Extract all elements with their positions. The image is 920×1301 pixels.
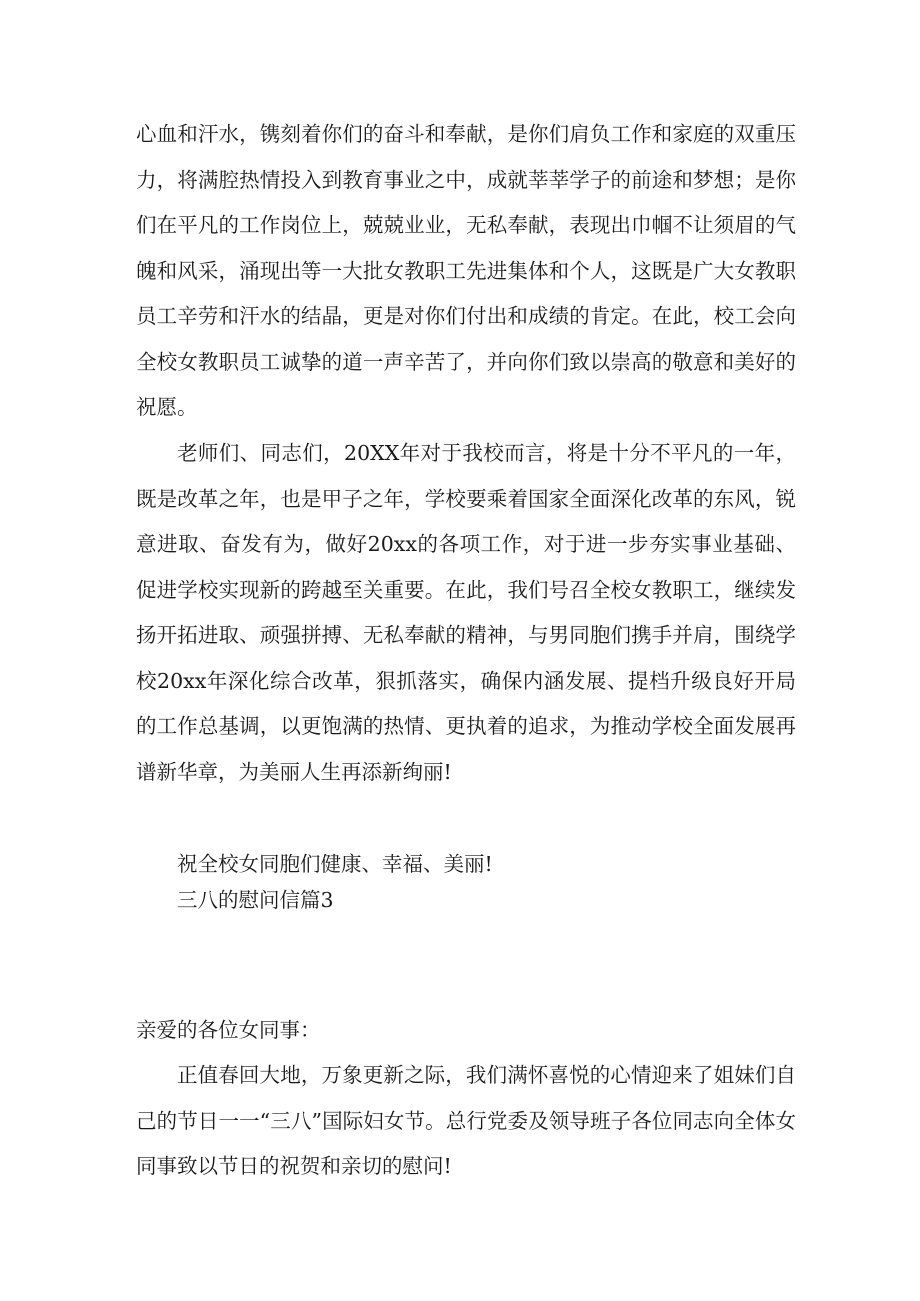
body-paragraph-gratitude: 心血和汗水，镌刻着你们的奋斗和奉献，是你们肩负工作和家庭的双重压力，将满腔热情投入到教育事业之中，成就莘莘学子的前途和梦想；是你们在平凡的工作岗位上，兢兢业业，无私奉献，表现出巾帼不让须眉的气魄和风采，涌现出等一大批女教职工先进集体和个人，这既是广大女教职员工辛劳和汗水的结晶，更是对你们付出和成绩的肯定。在此，校工会向全校女教职员工诚挚的道一声辛苦了，并向你们致以崇高的敬意和美好的祝愿。	[136, 122, 796, 419]
body-paragraph-call-to-action: 老师们、同志们，20XX年对于我校而言，将是十分不平凡的一年，既是改革之年，也是甲子之年，学校要乘着国家全面深化改革的东风，锐意进取、奋发有为，做好20xx的各项工作，对于进一步夯实事业基础、促进学校实现新的跨越至关重要。在此，我们号召全校女教职工，继续发扬开拓进取、顽强拼搏、无私奉献的精神，与男同胞们携手并肩，围绕学校20xx年深化综合改革，狠抓落实，确保内涵发展、提档升级良好开局的工作总基调，以更饱满的热情、更执着的追求，为推动学校全面发展再谱新华章，为美丽人生再添新绚丽!	[136, 441, 796, 784]
salutation: 亲爱的各位女同事：	[136, 1018, 321, 1042]
body-paragraph-greeting: 正值春回大地，万象更新之际，我们满怀喜悦的心情迎来了姐妹们自己的节日一一“三八”国际妇女节。总行党委及领导班子各位同志向全体女同事致以节日的祝贺和亲切的慰问!	[136, 1063, 796, 1178]
closing-wish: 祝全校女同胞们健康、幸福、美丽!	[177, 852, 493, 876]
section-heading: 三八的慰问信篇3	[177, 888, 334, 912]
